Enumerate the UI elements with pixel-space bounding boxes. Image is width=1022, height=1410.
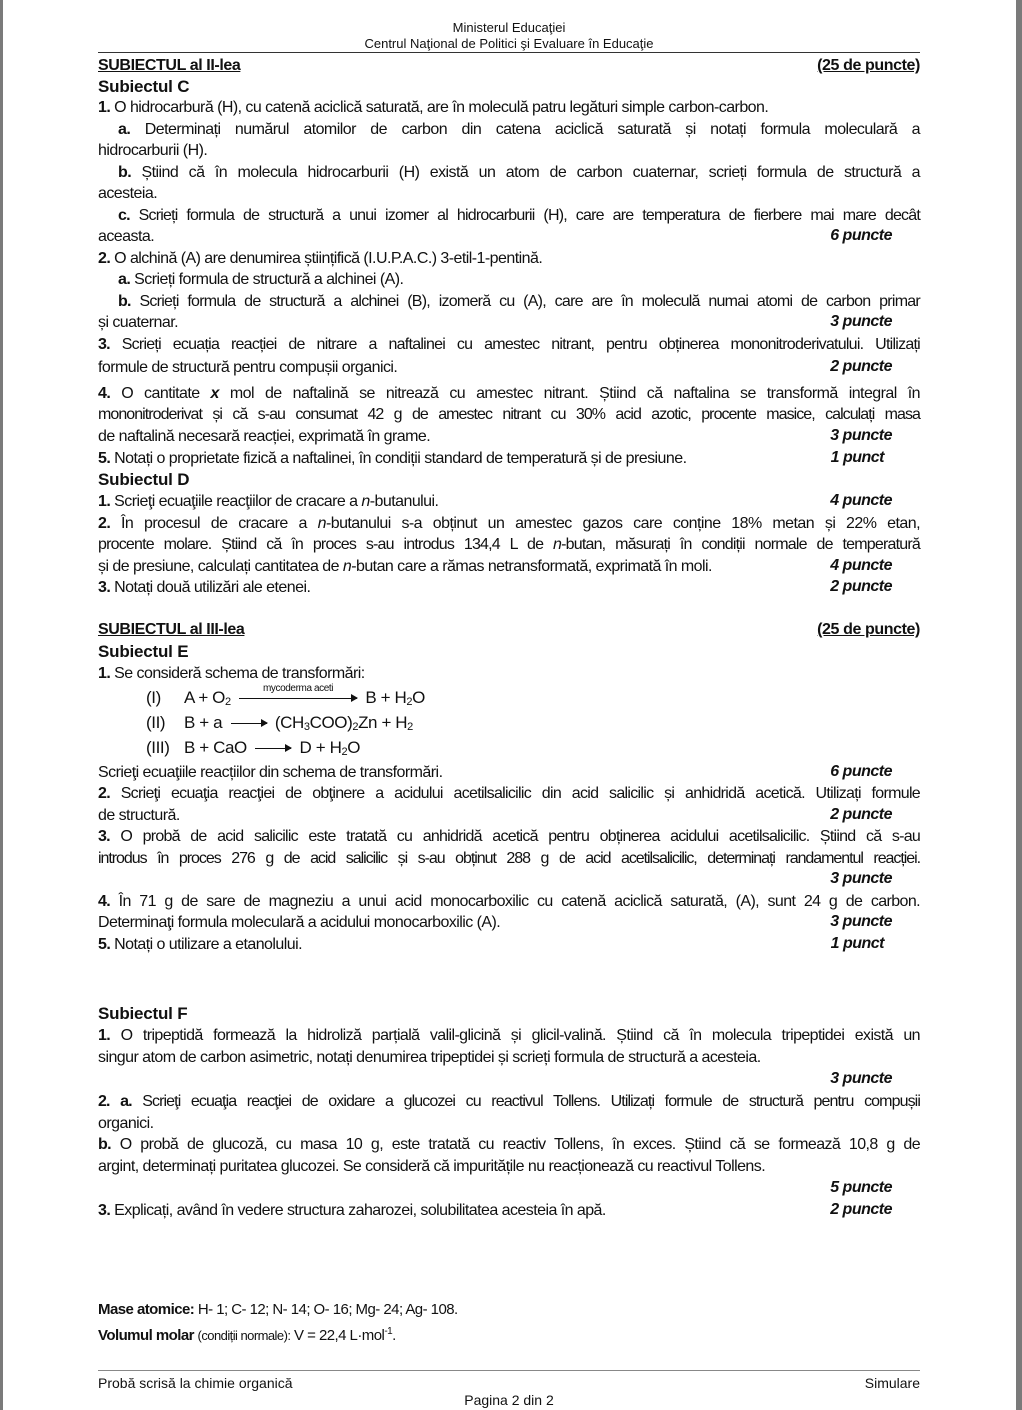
c-q1-points: 6 puncte (830, 227, 892, 244)
d-q3-points: 2 puncte (830, 578, 892, 595)
c-q3-points: 2 puncte (830, 358, 892, 375)
c-q1-b-line2: acesteia. (98, 185, 158, 202)
c-q4-line3: de naftalină necesară reacției, exprimată în grame. (98, 428, 431, 445)
d-q2-line1: 2. În procesul de cracare a n-butanului s-a obținut un amestec gazos care conține 18% metan și 22% etan, (98, 515, 921, 532)
subject-2-title: SUBIECTUL al II-lea (98, 57, 241, 74)
page-number: Pagina 2 din 2 (464, 1392, 554, 1408)
f-q2-b-line2: argint, determinați puritatea glucozei. Se consideră că impuritățile nu reacționează cu reactivul Tollens. (98, 1158, 766, 1175)
e-q5: 5. Notați o utilizare a etanolului. (98, 936, 303, 953)
f-q1-line2: singur atom de carbon asimetric, notați denumirea tripeptidei și scrieți formula de structură a acesteia. (98, 1049, 761, 1066)
e-q1: 1. Se consideră schema de transformări: (98, 665, 365, 682)
header-rule (98, 52, 920, 53)
e-q5-points: 1 punct (830, 935, 884, 952)
c-q1-a-line1: a. Determinați numărul atomilor de carbon din catena aciclică saturată și notați formula moleculară a (118, 121, 920, 138)
e-q2-points: 2 puncte (830, 806, 892, 823)
e-q1-task: Scrieţi ecuaţiile reacțiilor din schema de transformări. (98, 764, 443, 781)
c-q4-line1: 4. O cantitate x mol de naftalină se nitrează cu amestec nitrant. Știind că naftalina se transformă integral în (98, 385, 920, 402)
d-q2-line3: și de presiune, calculați cantitatea de n-butan care a rămas netransformată, exprimată în moli. (98, 558, 712, 575)
d-q3: 3. Notați două utilizări ale etenei. (98, 579, 311, 596)
e-q3-line2: introdus în proces 276 g de acid salicilic și s-au obținut 288 g de acid acetilsalicilic, determinați randamentul reacției. (98, 850, 920, 867)
reaction-arrow-icon: mycoderma aceti (239, 698, 357, 699)
subiectul-c-heading: Subiectul C (98, 77, 190, 96)
d-q1-points: 4 puncte (830, 492, 892, 509)
subiectul-e-heading: Subiectul E (98, 642, 189, 661)
f-q3: 3. Explicați, având în vedere structura zaharozei, solubilitatea acesteia în apă. (98, 1202, 606, 1219)
c-q5: 5. Notați o proprietate fizică a naftalinei, în condiții standard de temperatură și de presiune. (98, 450, 687, 467)
e-q4-points: 3 puncte (830, 913, 892, 930)
c-q2-a: a. Scrieți formula de structură a alchinei (A). (118, 271, 404, 288)
c-q4-points: 3 puncte (830, 427, 892, 444)
f-q1-line1: 1. O tripeptidă formează la hidroliză parțială valil-glicină și glicil-valină. Știind că în molecula tripeptidei există un (98, 1027, 920, 1044)
footer-rule (98, 1370, 920, 1371)
e-q3-points: 3 puncte (830, 870, 892, 887)
subiectul-f-heading: Subiectul F (98, 1004, 188, 1023)
reaction-arrow-icon (255, 748, 291, 749)
d-q1: 1. Scrieţi ecuaţiile reacţiilor de cracare a n-butanului. (98, 493, 439, 510)
molar-volume: Volumul molar (condiții normale): V = 22,4 L·mol$^{-1}$. (98, 1326, 396, 1344)
f-q3-points: 2 puncte (830, 1201, 892, 1218)
subiectul-d-heading: Subiectul D (98, 470, 190, 489)
d-q2-line2: procente molare. Știind că în proces s-au introdus 134,4 L de n-butan, măsurați în condiții normale de temperatură (98, 536, 921, 553)
c-q2-b-line2: și cuaternar. (98, 314, 179, 331)
footer-right: Simulare (864, 1375, 920, 1391)
c-q1-a-line2: hidrocarburii (H). (98, 142, 208, 159)
c-q1-b-line1: b. Știind că în molecula hidrocarburii (H) există un atom de carbon cuaternar, scrieți formula de structură a (118, 164, 920, 181)
c-q4-line2: mononitroderivat și că s-au consumat 42 g de amestec nitrant cu 30% acid azotic, procente masice, calculați masa (98, 406, 920, 423)
f-q1-points: 3 puncte (830, 1070, 892, 1087)
c-q3-line2: formule de structură pentru compușii organici. (98, 359, 398, 376)
equation-1: (I) $A + O_2$ mycoderma aceti $B + H_2O$ (146, 683, 425, 708)
reaction-arrow-icon (231, 723, 267, 724)
subject-3-points: (25 de puncte) (817, 621, 920, 638)
atomic-masses: Mase atomice: H- 1; C- 12; N- 14; O- 16; Mg- 24; Ag- 108. (98, 1301, 458, 1318)
e-q1-points: 6 puncte (830, 763, 892, 780)
c-q3-line1: 3. Scrieți ecuația reacției de nitrare a naftalinei cu amestec nitrant, pentru obținerea mononitroderivatului. Utilizați (98, 336, 920, 353)
e-q2-line2: de structură. (98, 807, 180, 824)
e-q3-line1: 3. O probă de acid salicilic este tratată cu anhidridă acetică pentru obținerea acidului acetilsalicilic. Știind că s-au (98, 828, 920, 845)
f-q2-points: 5 puncte (830, 1179, 892, 1196)
subject-2-title-row (98, 57, 920, 75)
viewer-right-edge (1016, 0, 1022, 1410)
header-ministry: Ministerul Educaţiei (452, 20, 566, 35)
c-q1: 1. O hidrocarbură (H), cu catenă aciclică saturată, are în moleculă patru legături simple carbon-carbon. (98, 99, 769, 116)
c-q1-c-line2: aceasta. (98, 228, 155, 245)
e-q2-line1: 2. Scrieţi ecuaţia reacţiei de obţinere a acidului acetilsalicilic din acid salicilic și anhidridă acetică. Utilizați formule (98, 785, 920, 802)
viewer-left-edge (0, 0, 3, 1410)
c-q1-c-line1: c. Scrieți formula de structură a unui izomer al hidrocarburii (H), care are temperatura de fierbere mai mare decât (118, 207, 920, 224)
header-center: Centrul Naţional de Politici şi Evaluare în Educaţie (364, 36, 654, 51)
subject-3-title-row (98, 621, 920, 639)
f-q2-a-line2: organici. (98, 1115, 154, 1132)
d-q2-points: 4 puncte (830, 557, 892, 574)
subject-2-points: (25 de puncte) (817, 57, 920, 74)
c-q2: 2. O alchină (A) are denumirea științifică (I.U.P.A.C.) 3-etil-1-pentină. (98, 250, 543, 267)
e-q4-line1: 4. În 71 g de sare de magneziu a unui acid monocarboxilic cu catenă aciclică saturată, (A), sunt 24 g de carbon. (98, 893, 920, 910)
c-q5-points: 1 punct (830, 449, 884, 466)
f-q2-a-line1: 2. a. Scrieţi ecuaţia reacţiei de oxidare a glucozei cu reactivul Tollens. Utilizați formule de structură pentru compușii (98, 1093, 920, 1110)
e-q4-line2: Determinaţi formula moleculară a acidului monocarboxilic (A). (98, 914, 501, 931)
equation-2: (II) B + a $(CH_3COO)_2Zn + H_2$ (146, 713, 413, 733)
f-q2-b-line1: b. O probă de glucoză, cu masa 10 g, este tratată cu reactiv Tollens, în exces. Știind că se formează 10,8 g de (98, 1136, 920, 1153)
footer-left: Probă scrisă la chimie organică (98, 1375, 293, 1391)
c-q2-b-line1: b. Scrieți formula de structură a alchinei (B), izomeră cu (A), care are în moleculă numai atomi de carbon primar (118, 293, 920, 310)
equation-3: (III) B + CaO $D + H_2O$ (146, 738, 361, 758)
subject-3-title: SUBIECTUL al III-lea (98, 621, 245, 638)
c-q2-points: 3 puncte (830, 313, 892, 330)
